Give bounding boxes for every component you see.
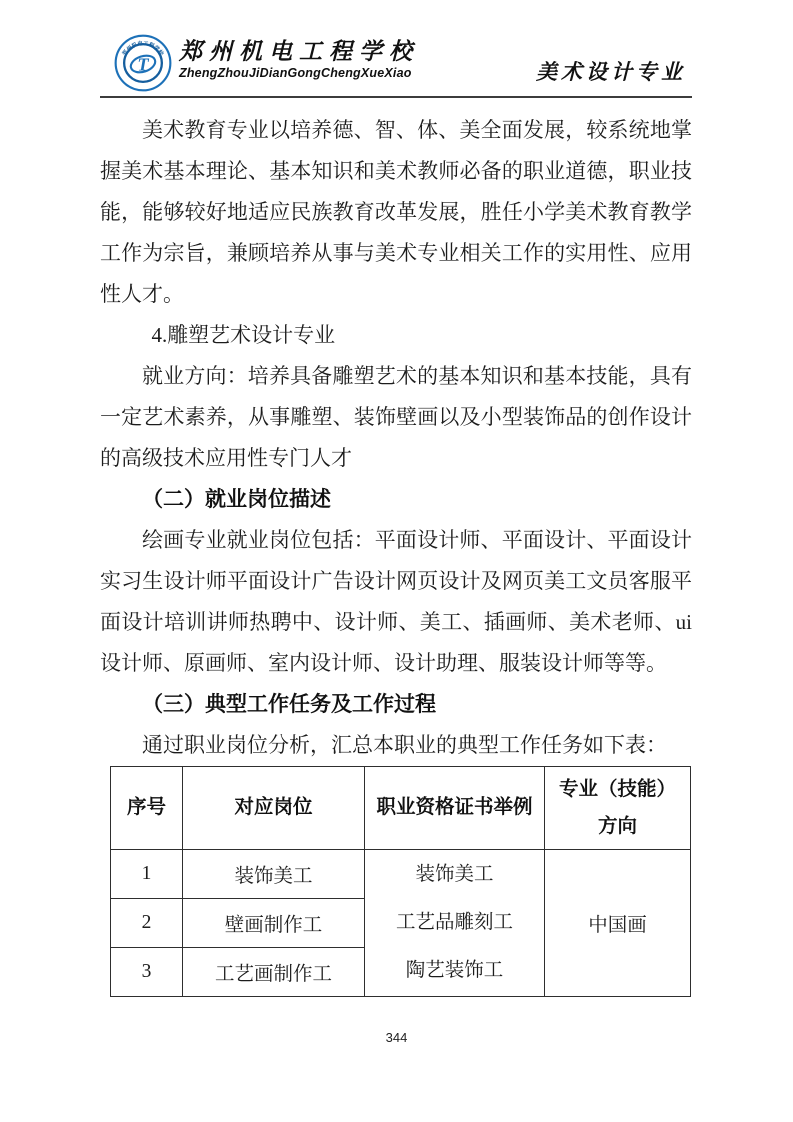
logo-letter: T [137, 54, 149, 75]
heading-job-positions: （二）就业岗位描述 [142, 487, 331, 511]
cell-no: 3 [111, 948, 183, 997]
table-row [111, 850, 691, 899]
header-cell-certificate: 职业资格证书举例 [365, 767, 545, 850]
header-cell-post: 对应岗位 [183, 767, 365, 850]
numbered-item-sculpture-major: 4.雕塑艺术设计专业 [151, 323, 336, 347]
major-label: 美术设计专业 [536, 60, 686, 84]
table-header-row [111, 767, 691, 850]
certificate-line: 装饰美工 [415, 864, 494, 885]
document-body [100, 110, 692, 997]
cell-no: 1 [111, 850, 183, 899]
paragraph-job-positions-list: 绘画专业就业岗位包括：平面设计师、平面设计、平面设计实习生设计师平面设计广告设计网页设计及网页美工文员客服平面设计培训讲师热聘中、设计师、美工、插画师、美术老师、ui 设计师、原画师、室内设计师、设计助理、服装设计师等等。 [100, 528, 692, 675]
logo-arc-text: 郑州机电工程学校 [121, 40, 165, 57]
page-header [100, 34, 692, 98]
cell-post: 壁画制作工 [183, 899, 365, 948]
page-number: 344 [385, 1030, 408, 1045]
header-cell-direction: 专业（技能）方向 [545, 767, 691, 850]
header-cell-no: 序号 [111, 767, 183, 850]
paragraph-table-intro: 通过职业岗位分析，汇总本职业的典型工作任务如下表： [142, 733, 667, 757]
typical-tasks-table [110, 766, 691, 997]
paragraph-employment-direction: 就业方向：培养具备雕塑艺术的基本知识和基本技能，具有一定艺术素养，从事雕塑、装饰壁画以及小型装饰品的创作设计的高级技术应用性专门人才 [100, 364, 692, 470]
cell-post: 装饰美工 [183, 850, 365, 899]
school-title-block [179, 34, 419, 80]
cell-post: 工艺画制作工 [183, 948, 365, 997]
school-logo-icon [114, 34, 172, 92]
school-name: 郑州机电工程学校 [179, 39, 419, 64]
cell-no: 2 [111, 899, 183, 948]
header-left-group [114, 34, 419, 92]
cell-direction-merged: 中国画 [545, 850, 691, 997]
certificate-line: 工艺品雕刻工 [395, 912, 513, 933]
paragraph-overview: 美术教育专业以培养德、智、体、美全面发展，较系统地掌握美术基本理论、基本知识和美术教师必备的职业道德，职业技能，能够较好地适应民族教育改革发展，胜任小学美术教育教学工作为宗旨，兼顾培养从事与美术专业相关工作的实用性、应用性人才。 [100, 118, 692, 306]
certificate-line: 陶艺装饰工 [405, 960, 504, 981]
heading-typical-tasks: （三）典型工作任务及工作过程 [142, 692, 436, 716]
school-pinyin: ZhengZhouJiDianGongChengXueXiao [179, 66, 412, 81]
cell-certificates-merged [365, 850, 545, 997]
